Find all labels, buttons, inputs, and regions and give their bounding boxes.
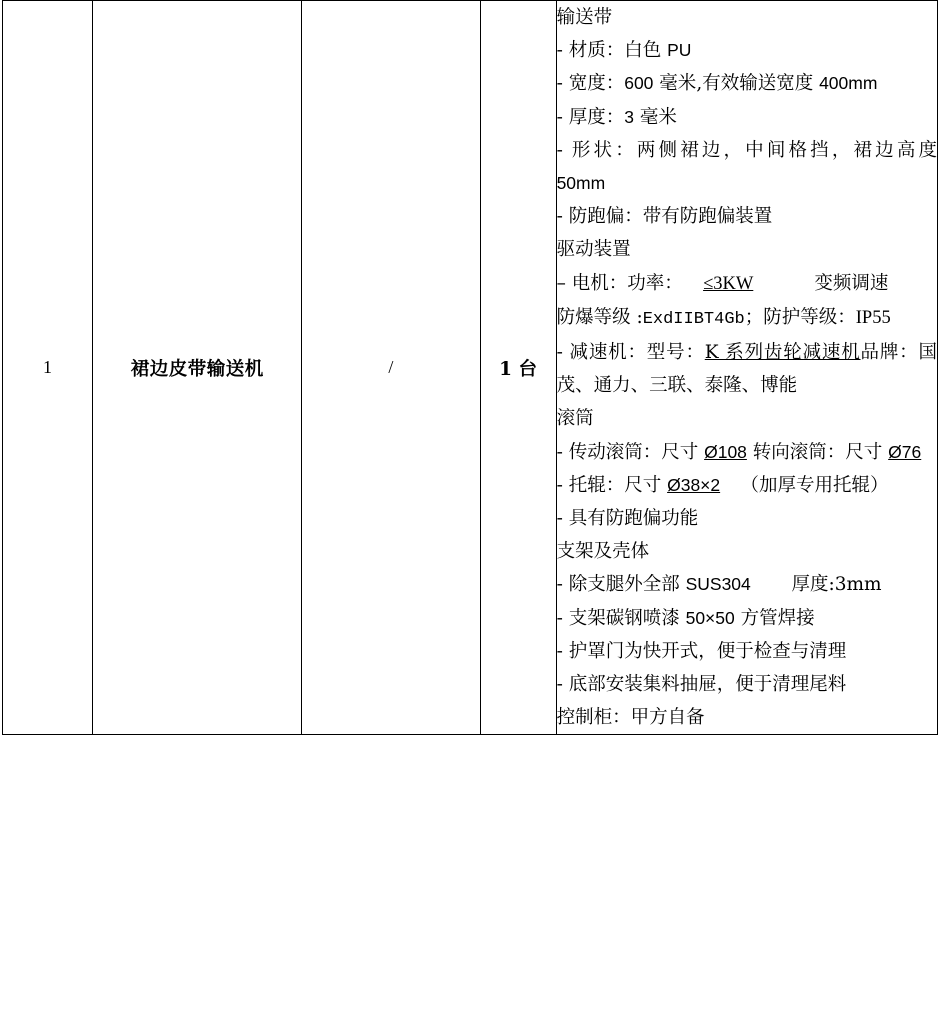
table-row xyxy=(3,1,938,735)
cell-spec-model: / xyxy=(302,1,480,735)
cell-name: 裙边皮带输送机 xyxy=(93,1,302,735)
cell-quantity: 1 台 xyxy=(480,1,556,735)
desc-frame-title: 支架及壳体 xyxy=(556,541,650,563)
desc-roller-title: 滚筒 xyxy=(556,408,594,430)
desc-belt-shape: - 形状：两侧裙边，中间格挡，裙边高度 50mm xyxy=(556,139,937,194)
cell-index: 1 xyxy=(3,1,93,735)
desc-frame-weld: - 支架碳钢喷漆 50×50 方管焊接 xyxy=(556,607,815,629)
desc-drive-roller: - 传动滚筒：尺寸 Ø108 转向滚筒：尺寸 Ø76 xyxy=(556,441,922,463)
desc-motor-power: – 电机：功率： ≤3KW 变频调速 xyxy=(556,272,889,294)
desc-belt-title: 输送带 xyxy=(556,7,613,28)
desc-collection-drawer: - 底部安装集料抽屉，便于清理尾料 xyxy=(556,674,847,696)
desc-control-cabinet: 控制柜：甲方自备 xyxy=(556,707,705,729)
cell-technical-description xyxy=(556,1,937,735)
desc-anti-deviation-function: - 具有防跑偏功能 xyxy=(556,508,699,530)
desc-explosion-proof: 防爆等级 :ExdIIBT4Gb；防护等级：IP55 xyxy=(556,306,891,329)
desc-belt-width: - 宽度：600 毫米,有效输送宽度 400mm xyxy=(556,73,878,95)
desc-cover-door: - 护罩门为快开式，便于检查与清理 xyxy=(556,640,847,662)
desc-frame-material: - 除支腿外全部 SUS304 厚度:3mm xyxy=(556,574,882,596)
desc-belt-material: - 材质：白色 PU xyxy=(556,40,692,62)
desc-belt-thickness: - 厚度：3 毫米 xyxy=(556,106,677,128)
desc-drive-title: 驱动装置 xyxy=(556,239,631,261)
equipment-spec-table xyxy=(2,0,938,735)
desc-reducer: - 减速机：型号：K 系列齿轮减速机品牌：国茂、通力、三联、泰隆、博能 xyxy=(556,342,937,397)
desc-idler: - 托辊：尺寸 Ø38×2 （加厚专用托辊） xyxy=(556,474,889,496)
desc-belt-anti-deviation: - 防跑偏：带有防跑偏装置 xyxy=(556,206,773,228)
